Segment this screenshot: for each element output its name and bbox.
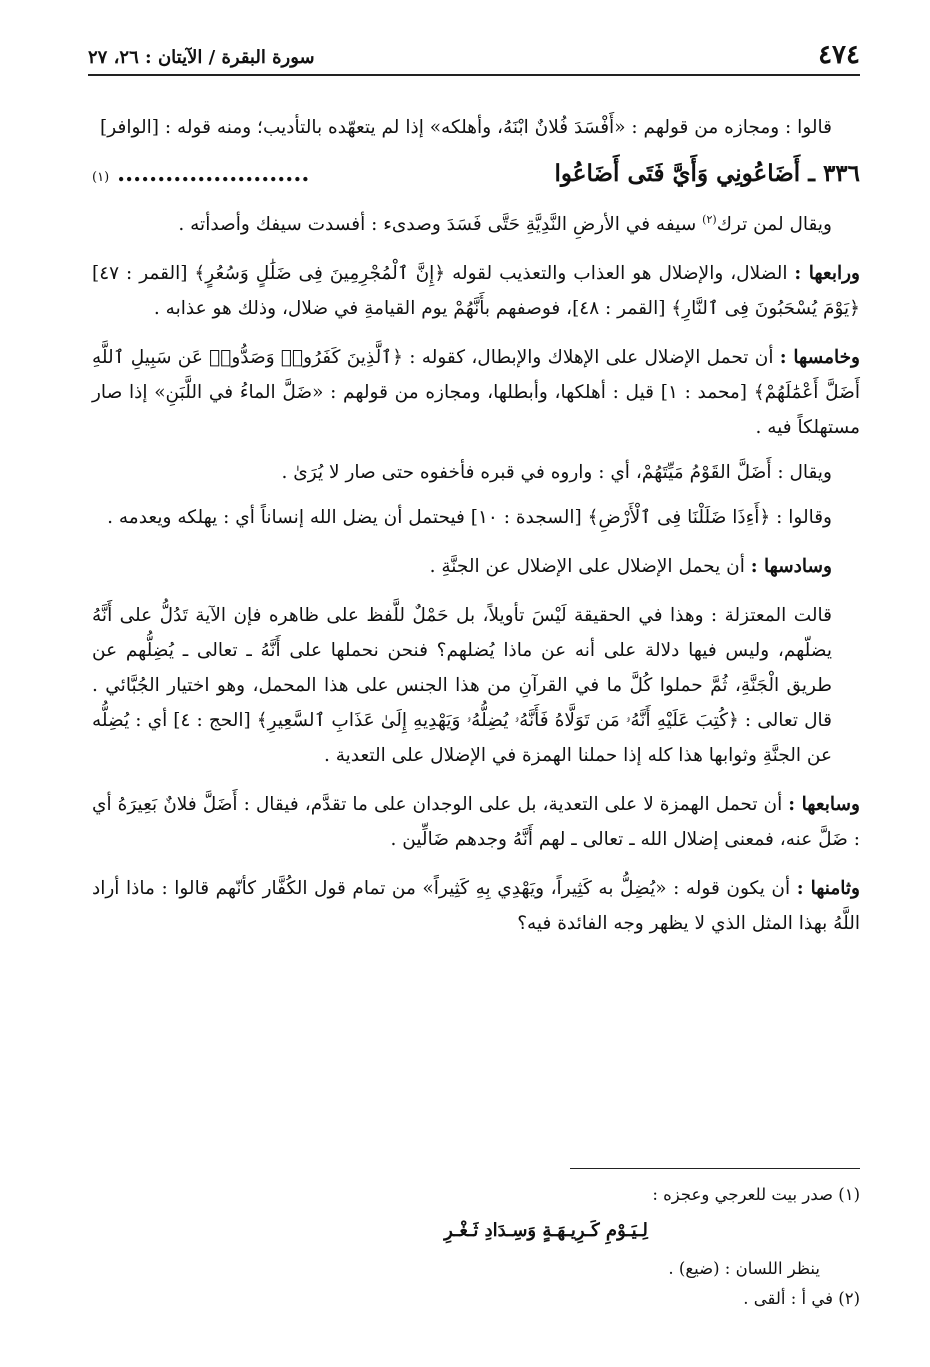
footnote-1: (١) صدر بيت للعرجي وعجزه :	[652, 1185, 860, 1204]
verse-hemistich	[555, 155, 860, 193]
section-lead-eighth: وثامنها :	[796, 878, 860, 899]
paragraph-1: قالوا : ومجازه من قولهم : «أَفْسَدَ فُلانٌ ابْنَهُ، وأهلكه» إذا لم يتعهّده بالتأديب؛ ومنه قوله : [الوافر]	[100, 117, 832, 138]
paragraph-eighth-text: أن يكون قوله : «يُضِلُّ به كَثِيراً، ويَهْدِي بِهِ كَثِيراً» من تمام قول الكُفَّار كأنّهم قالوا : ماذا أراد اللَّهُ بهذا المثل الذي لا يظهر وجه الفائدة فيه؟	[92, 878, 860, 934]
verse-number: ٣٣٦ ـ	[808, 160, 860, 187]
verse-ellipsis	[92, 155, 309, 197]
footnote-divider	[570, 1168, 860, 1169]
section-lead-fifth: وخامسها :	[779, 347, 860, 368]
section-lead-seventh: وسابعها :	[788, 794, 860, 815]
verse-dots: ........................	[117, 160, 310, 187]
footnotes	[92, 1180, 860, 1314]
poetry-verse	[92, 155, 860, 197]
running-title: سورة البقرة / الآيتان : ٢٦، ٢٧	[88, 47, 315, 68]
footnote-2: (٢) في أ : ألقى .	[743, 1289, 860, 1308]
verse-text: أَضَاعُونِي وَأَيَّ فَتَى أَضَاعُوا	[554, 160, 801, 187]
paragraph-6: وقالوا : ﴿أَءِذَا ضَلَلْنَا فِى ٱلْأَرْضِ﴾ [السجدة : ١٠] فيحتمل أن يضل الله إنساناً أي : يهلكه ويعدمه .	[107, 507, 832, 528]
page-header	[88, 34, 860, 76]
paragraph-sixth-text: أن يحمل الإضلال على الإضلال عن الجنَّةِ .	[429, 556, 751, 577]
footnote-1-source: ينظر اللسان : (ضيع) .	[668, 1259, 820, 1278]
paragraph-fourth	[92, 256, 860, 326]
paragraph-2	[92, 207, 860, 242]
paragraph-5: ويقال : أَضَلَّ القَوْمُ مَيِّتَهُمْ، أي : واروه في قبره فأخفوه حتى صار لا يُرَىٰ .	[281, 462, 832, 483]
footnote-ref-2: (٢)	[702, 212, 717, 226]
paragraph-fifth-text: أن تحمل الإضلال على الإهلاك والإبطال، كقوله : ﴿ٱلَّذِينَ كَفَرُوا۟ وَصَدُّوا۟ عَن سَبِيلِ ٱللَّهِ أَضَلَّ أَعْمَٰلَهُمْ﴾ [محمد : ١] قيل : أهلكها، وأبطلها، ومجازه من قولهم : «ضَلَّ الماءُ في اللَّبَنِ» إذا صار مستهلكاً فيه .	[92, 347, 860, 438]
section-lead-sixth: وسادسها :	[750, 556, 832, 577]
paragraph-sixth	[92, 549, 860, 584]
paragraph-2-start: ويقال لمن ترك	[716, 214, 832, 235]
paragraph-2-end: سيفه في الأرضِ النَّدِيَّةِ حَتَّى فَسَدَ وصدىء : أفسدت سيفك وأصدأته .	[178, 214, 703, 235]
page-number: ٤٧٤	[818, 40, 860, 70]
paragraph-seventh	[92, 787, 860, 857]
paragraph-fifth	[92, 340, 860, 445]
section-lead-fourth: ورابعها :	[794, 263, 860, 284]
footnote-1-verse: لِـيَـوْمِ كَـرِيـهَـةٍ وَسِـدَادِ ثَـغْـرِ	[444, 1220, 648, 1241]
main-text	[92, 110, 860, 951]
paragraph-seventh-text: أن تحمل الهمزة لا على التعدية، بل على الوجدان على ما تقدَّم، فيقال : أَضَلَّ فلانٌ بَعِيرَهُ أي : ضَلَّ عنه، فمعنى إضلال الله ـ تعالى ـ لهم أَنَّهُ وجدهم ضَالِّين .	[92, 794, 860, 850]
paragraph-eighth	[92, 871, 860, 941]
paragraph-mutazila: قالت المعتزلة : وهذا في الحقيقة لَيْسَ تأويلاً، بل حَمْلٌ للَّفظ على ظاهره فإن الآية تَدُلُّ على أَنَّهُ يضلّهم، وليس فيها دلالة على أنه عن ماذا يُضلهم؟ فنحن نحملها على أَنَّهُ ـ تعالى ـ يُضِلُّهم عن طريق الْجَنَّةِ، ثُمَّ حملوا كُلَّ ما في القرآنِ من هذا الجنس على هذا المحمل، وهو اختيار الجُبَّائي . قال تعالى : ﴿كُتِبَ عَلَيْهِ أَنَّهُۥ مَن تَوَلَّاهُ فَأَنَّهُۥ يُضِلُّهُۥ وَيَهْدِيهِ إِلَىٰ عَذَابِ ٱلسَّعِيرِ﴾ [الحج : ٤] أي : يُضِلُّه عن الجنَّةِ وثوابها هذا كله إذا حملنا الهمزة في الإضلال على التعدية .	[92, 605, 832, 766]
verse-footnote-ref: (١)	[92, 170, 110, 185]
paragraph-fourth-text: الضلال، والإضلال هو العذاب والتعذيب لقوله ﴿إِنَّ ٱلْمُجْرِمِينَ فِى ضَلَٰلٍ وَسُعُرٍ﴾ [القمر : ٤٧] ﴿يَوْمَ يُسْحَبُونَ فِى ٱلنَّارِ﴾ [القمر : ٤٨]، فوصفهم بأَنَّهُمْ يوم القيامةِ في ضلال، وذلك هو عذابه .	[92, 263, 860, 319]
